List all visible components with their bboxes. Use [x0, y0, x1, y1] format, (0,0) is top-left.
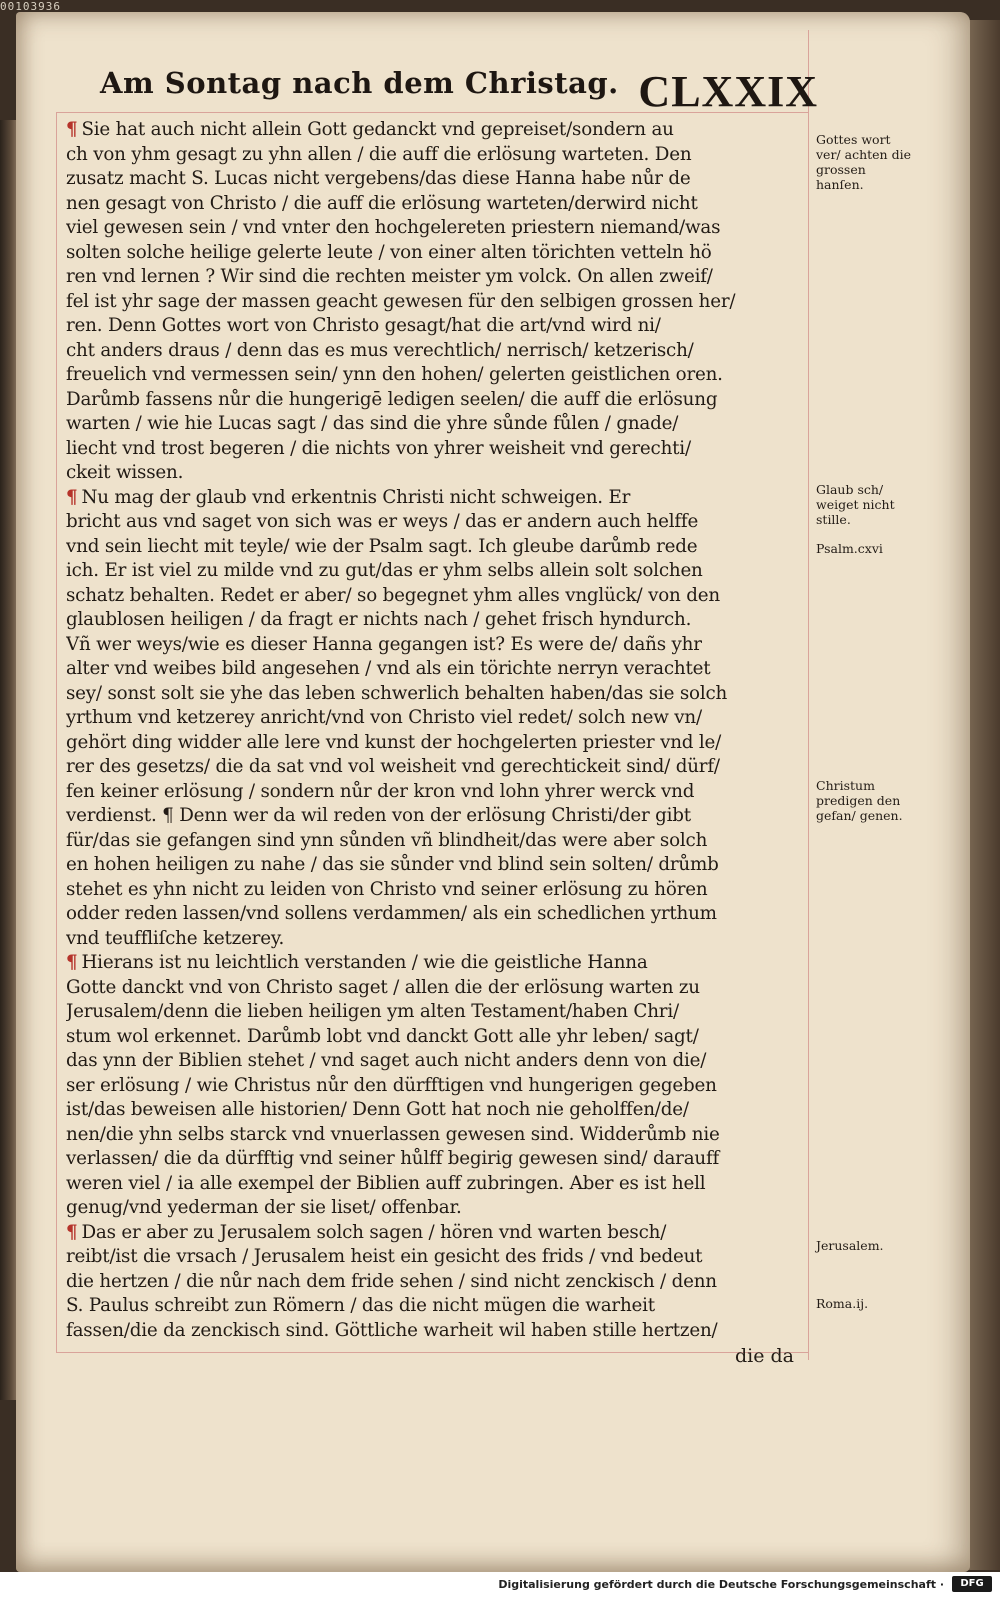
text-line: [66, 118, 806, 143]
text-line-content: glaublosen heiligen / da fragt er nichts nach / gehet frisch hyndurch.: [66, 609, 692, 630]
text-line: [66, 339, 806, 364]
text-line-content: Das er aber zu Jerusalem solch sagen / hören vnd warten besch/: [81, 1221, 667, 1243]
rule-left: [56, 112, 57, 1352]
text-line-content: genug/vnd yederman der sie liset/ offenbar.: [66, 1197, 462, 1218]
text-line-content: Gotte danckt vnd von Christo saget / allen die der erlösung warten zu: [66, 976, 700, 998]
text-line-content: ser erlösung / wie Christus nůr den dürfftigen vnd hungerigen gegeben: [66, 1074, 717, 1096]
text-line-content: ist/das beweisen alle historien/ Denn Gott hat noch nie geholffen/de/: [66, 1099, 689, 1120]
text-line: [66, 510, 806, 535]
text-line: [66, 1098, 806, 1123]
rule-bottom: [56, 1352, 808, 1353]
margin-note-jerusalem: Jerusalem.: [816, 1238, 884, 1253]
text-line-content: viel gewesen sein / vnd vnter den hochgelereten priestern niemand/was: [66, 217, 721, 238]
funding-credit: Digitalisierung gefördert durch die Deutsche Forschungsgemeinschaft ·: [498, 1578, 944, 1591]
text-line: [66, 167, 806, 192]
text-line-content: weren viel / ia alle exempel der Biblien auff zubringen. Aber es ist hell: [66, 1172, 706, 1194]
rule-right: [808, 30, 809, 1360]
text-line-content: stehet es yhn nicht zu leiden von Christo vnd seiner erlösung zu hören: [66, 878, 708, 900]
text-line-content: ch von yhm gesagt zu yhn allen / die auff die erlösung warteten. Den: [66, 143, 692, 165]
text-line-content: Nu mag der glaub vnd erkentnis Christi nicht schweigen. Er: [81, 486, 631, 508]
text-line: [66, 241, 806, 266]
pilcrow-icon: ¶: [66, 1221, 78, 1243]
text-line: [66, 804, 806, 829]
text-line: [66, 633, 806, 658]
text-line-content: alter vnd weibes bild angesehen / vnd als ein törichte nerryn verachtet: [66, 658, 711, 679]
pilcrow-icon: ¶: [66, 119, 78, 140]
margin-note-roma: Roma.ij.: [816, 1296, 869, 1311]
text-line: [66, 314, 806, 339]
text-line-content: stum wol erkennet. Darůmb lobt vnd danckt Gott alle yhr leben/ sagt/: [66, 1025, 699, 1047]
catchword: die da: [735, 1345, 795, 1367]
text-line: [66, 682, 806, 707]
text-line-content: zusatz macht S. Lucas nicht vergebens/das diese Hanna habe nůr de: [66, 168, 691, 189]
text-line-content: Darůmb fassens nůr die hungerigē ledigen seelen/ die auff die erlösung: [66, 388, 718, 410]
text-line-content: reibt/ist die vrsach / Jerusalem heist ein gesicht des frids / vnd bedeut: [66, 1246, 703, 1267]
text-line: [66, 1245, 806, 1270]
text-line-content: nen gesagt von Christo / die auff die erlösung warteten/derwird nicht: [66, 192, 698, 214]
text-line-content: cht anders draus / denn das es mus verechtlich/ nerrisch/ ketzerisch/: [66, 339, 694, 361]
text-line: [66, 412, 806, 437]
text-line-content: vnd teuffliſche ketzerey.: [66, 927, 285, 949]
text-line-content: freuelich vnd vermessen sein/ ynn den hohen/ gelerten geistlichen oren.: [66, 364, 723, 385]
text-line: [66, 535, 806, 560]
text-line-content: ckeit wissen.: [66, 462, 184, 483]
text-line-content: für/das sie gefangen sind ynn sůnden vñ blindheit/das were aber solch: [66, 829, 708, 851]
main-text-block: [66, 118, 806, 1343]
text-line: [66, 706, 806, 731]
text-line-content: verlassen/ die da dürfftig vnd seiner hůlff begirig gewesen sind/ darauff: [66, 1148, 720, 1169]
text-line: [66, 878, 806, 903]
text-line-content: sey/ sonst solt sie yhe das leben schwerlich behalten haben/das sie solch: [66, 682, 728, 704]
text-line: [66, 902, 806, 927]
text-line: [66, 1049, 806, 1074]
margin-note-christum: Christum predigen den gefan/ genen.: [816, 778, 903, 823]
dfg-logo: DFG: [952, 1576, 992, 1592]
text-line: [66, 1294, 806, 1319]
text-line-content: ich. Er ist viel zu milde vnd zu gut/das er yhm selbs allein solt solchen: [66, 560, 703, 581]
text-line: [66, 1074, 806, 1099]
text-line: [66, 192, 806, 217]
text-line: [66, 584, 806, 609]
text-line-content: nen/die yhn selbs starck vnd vnuerlassen gewesen sind. Widderůmb nie: [66, 1123, 720, 1145]
text-line-content: S. Paulus schreibt zun Römern / das die nicht mügen die warheit: [66, 1295, 655, 1316]
text-line-content: bricht aus vnd saget von sich was er weys / das er andern auch helffe: [66, 511, 699, 532]
text-line: [66, 1172, 806, 1197]
text-line: [66, 290, 806, 315]
text-line-content: rer des gesetzs/ die da sat vnd vol weisheit vnd gerechtickeit sind/ dürf/: [66, 756, 720, 777]
text-line-content: en hohen heiligen zu nahe / das sie sůnder vnd blind sein solten/ drůmb: [66, 854, 719, 875]
running-head: Am Sontag nach dem Christag.: [100, 66, 619, 100]
text-line: [66, 265, 806, 290]
text-line-content: schatz behalten. Redet er aber/ so begegnet yhm alles vnglück/ von den: [66, 584, 720, 606]
text-line: [66, 657, 806, 682]
text-line: [66, 927, 806, 952]
text-line: [66, 951, 806, 976]
text-line-content: odder reden lassen/vnd sollens verdammen/ als ein schedlichen yrthum: [66, 903, 717, 924]
text-line-content: das ynn der Biblien stehet / vnd saget auch nicht anders denn von die/: [66, 1050, 707, 1071]
page-header: [100, 62, 818, 122]
text-line: [66, 780, 806, 805]
text-line-content: yrthum vnd ketzerey anricht/vnd von Christo viel redet/ solch new vn/: [66, 707, 702, 728]
text-line: [66, 216, 806, 241]
text-line-content: Hierans ist nu leichtlich verstanden / wie die geistliche Hanna: [81, 952, 648, 973]
text-line-content: liecht vnd trost begeren / die nichts von yhrer weisheit vnd gerechti/: [66, 437, 691, 459]
text-line: [66, 1221, 806, 1246]
text-line-content: warten / wie hie Lucas sagt / das sind die yhre sůnde fůlen / gnade/: [66, 413, 679, 434]
margin-note-psalm: Psalm.cxvi: [816, 541, 883, 556]
text-line: [66, 1270, 806, 1295]
text-line: [66, 437, 806, 462]
text-line-content: Jerusalem/denn die lieben heiligen ym alten Testament/haben Chri/: [66, 1001, 679, 1022]
text-line-content: fassen/die da zenckisch sind. Göttliche warheit wil haben stille hertzen/: [66, 1319, 718, 1341]
text-line: [66, 486, 806, 511]
text-line-content: fel ist yhr sage der massen geacht gewesen für den selbigen grossen her/: [66, 290, 736, 312]
margin-note-gottes-wort: Gottes wort ver/ achten die grossen hanſen.: [816, 132, 911, 192]
text-line: [66, 1000, 806, 1025]
text-line: [66, 608, 806, 633]
text-line-content: ren. Denn Gottes wort von Christo gesagt/hat die art/vnd wird ni/: [66, 315, 661, 336]
text-line: [66, 1025, 806, 1050]
text-line: [66, 829, 806, 854]
text-line: [66, 1319, 806, 1344]
text-line: [66, 731, 806, 756]
folio-number: CLXXIX: [638, 67, 818, 116]
text-line-content: die hertzen / die nůr nach dem fride sehen / sind nicht zenckisch / denn: [66, 1270, 717, 1292]
text-line: [66, 388, 806, 413]
text-line: [66, 461, 806, 486]
text-line-content: Sie hat auch nicht allein Gott gedanckt vnd gepreiset/sondern au: [81, 119, 674, 140]
text-line-content: fen keiner erlösung / sondern nůr der kron vnd lohn yhrer werck vnd: [66, 780, 695, 802]
pilcrow-icon: ¶: [66, 486, 78, 508]
text-line: [66, 1147, 806, 1172]
text-line-content: solten solche heilige gelerte leute / von einer alten törichten vetteln hö: [66, 241, 712, 263]
text-line: [66, 559, 806, 584]
text-line: [66, 976, 806, 1001]
text-line: [66, 755, 806, 780]
right-page-edge: [966, 20, 1000, 1570]
pilcrow-icon: ¶: [66, 952, 78, 973]
text-line: [66, 1123, 806, 1148]
margin-note-glaub: Glaub sch/ weiget nicht stille.: [816, 482, 895, 527]
text-line: [66, 363, 806, 388]
text-line-content: verdienst. ¶ Denn wer da wil reden von der erlösung Christi/der gibt: [66, 805, 691, 826]
text-line: [66, 1196, 806, 1221]
text-line-content: gehört ding widder alle lere vnd kunst der hochgelerten priester vnd le/: [66, 731, 722, 753]
text-line-content: vnd sein liecht mit teyle/ wie der Psalm sagt. Ich gleube darůmb rede: [66, 535, 698, 557]
text-line-content: Vñ wer weys/wie es dieser Hanna gegangen ist? Es were de/ dañs yhr: [66, 633, 702, 655]
text-line: [66, 853, 806, 878]
text-line: [66, 143, 806, 168]
scan-id: 00103936: [0, 0, 61, 13]
text-line-content: ren vnd lernen ? Wir sind die rechten meister ym volck. On allen zweif/: [66, 266, 713, 287]
